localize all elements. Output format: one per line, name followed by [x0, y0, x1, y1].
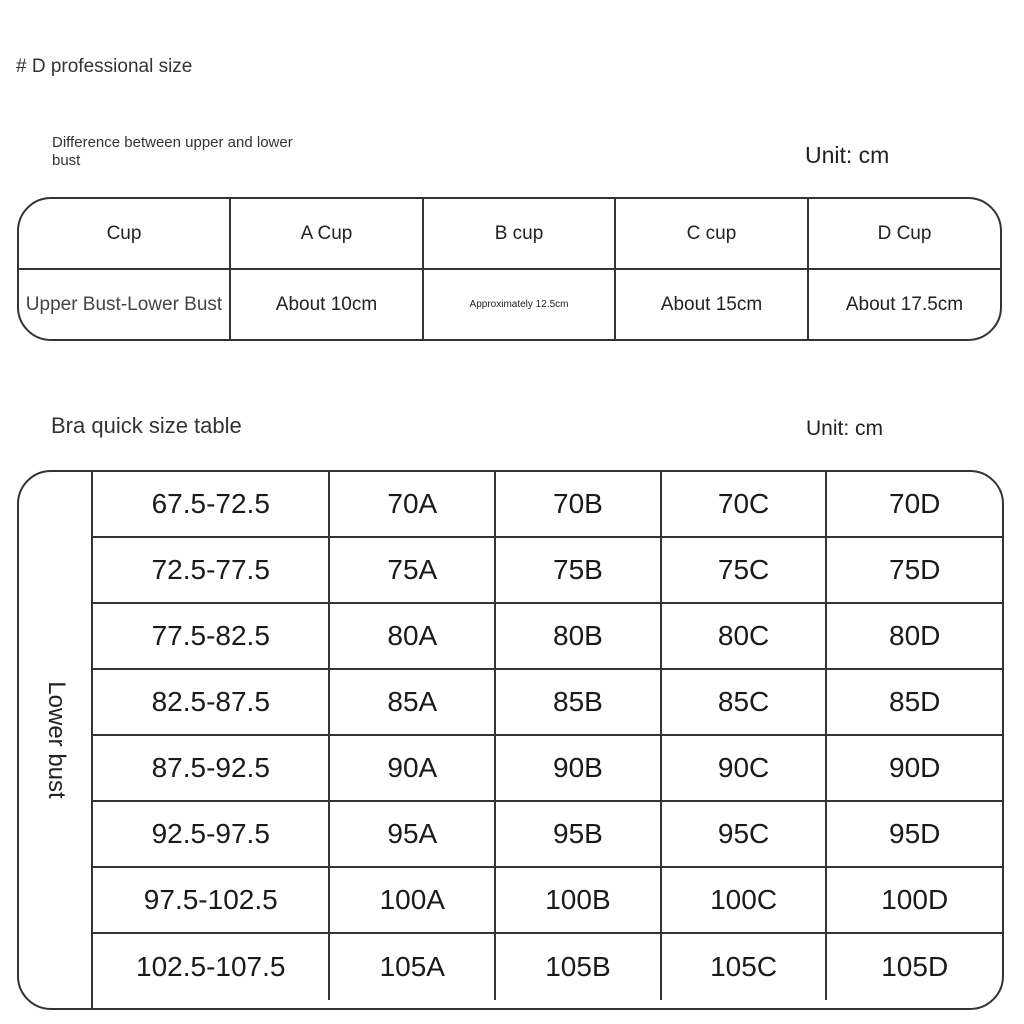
table-row: [93, 538, 1002, 604]
size-cell: 70A: [330, 472, 496, 536]
cup-header-cell: Cup: [19, 199, 231, 268]
size-cell: 75B: [496, 538, 662, 602]
size-cell: 100B: [496, 868, 662, 932]
bra-size-table: [17, 470, 1004, 1010]
cup-value-cell: Approximately 12.5cm: [424, 270, 616, 339]
size-cell: 90B: [496, 736, 662, 800]
lower-bust-range-cell: 67.5-72.5: [93, 472, 330, 536]
difference-label: Difference between upper and lower bust: [52, 134, 293, 169]
size-cell: 80C: [662, 604, 828, 668]
size-cell: 95C: [662, 802, 828, 866]
size-cell: 85C: [662, 670, 828, 734]
cup-value-cell: About 10cm: [231, 270, 424, 339]
size-table-title: Bra quick size table: [51, 413, 242, 438]
size-cell: 85B: [496, 670, 662, 734]
table-row: [93, 736, 1002, 802]
size-cell: 95A: [330, 802, 496, 866]
unit-label: Unit: cm: [805, 142, 890, 168]
cup-header-cell: D Cup: [877, 222, 932, 244]
cup-value-row: [19, 270, 1000, 339]
lower-bust-side-label: [19, 472, 93, 1008]
page-title: # D professional size: [16, 56, 193, 77]
lower-bust-range-cell: 102.5-107.5: [93, 934, 330, 1000]
size-cell: 75C: [662, 538, 828, 602]
lower-bust-range-cell: 87.5-92.5: [93, 736, 330, 800]
lower-bust-range-cell: 72.5-77.5: [93, 538, 330, 602]
table-row: [93, 472, 1002, 538]
cup-value-cell: Upper Bust-Lower Bust: [19, 270, 231, 339]
size-cell: 80B: [496, 604, 662, 668]
table-row: [93, 604, 1002, 670]
size-cell: 70C: [662, 472, 828, 536]
cup-value-cell: About 15cm: [616, 270, 809, 339]
cup-header-cell: B cup: [424, 199, 616, 268]
size-cell: 95B: [496, 802, 662, 866]
cup-value-cell: About 17.5cm: [845, 293, 964, 315]
size-cell: 80A: [330, 604, 496, 668]
lower-bust-range-cell: 92.5-97.5: [93, 802, 330, 866]
cup-header-row: [19, 199, 1000, 270]
size-cell: 90D: [889, 752, 941, 783]
size-cell: 70B: [496, 472, 662, 536]
size-cell: 100A: [330, 868, 496, 932]
size-cell: 90C: [662, 736, 828, 800]
cup-difference-table: [17, 197, 1002, 341]
size-grid: [93, 472, 1002, 1008]
size-cell: 70D: [889, 488, 941, 519]
size-cell: 100D: [881, 884, 949, 915]
size-cell: 90A: [330, 736, 496, 800]
lower-bust-range-cell: 82.5-87.5: [93, 670, 330, 734]
size-cell: 105B: [496, 934, 662, 1000]
size-cell: 95D: [889, 818, 941, 849]
table-row: [93, 802, 1002, 868]
size-cell: 75A: [330, 538, 496, 602]
size-cell: 75D: [889, 554, 941, 585]
lower-bust-range-cell: 97.5-102.5: [93, 868, 330, 932]
cup-header-cell: A Cup: [231, 199, 424, 268]
size-cell: 105A: [330, 934, 496, 1000]
cup-header-cell: C cup: [616, 199, 809, 268]
unit-label: Unit: cm: [806, 417, 884, 440]
table-row: [93, 934, 1002, 1000]
size-cell: 100C: [662, 868, 828, 932]
lower-bust-label-text: Lower bust: [43, 681, 70, 799]
table-row: [93, 868, 1002, 934]
size-cell: 85A: [330, 670, 496, 734]
size-cell: 85D: [889, 686, 941, 717]
size-cell: 105D: [881, 951, 949, 982]
table-row: [93, 670, 1002, 736]
size-cell: 105C: [662, 934, 828, 1000]
lower-bust-range-cell: 77.5-82.5: [93, 604, 330, 668]
size-cell: 80D: [889, 620, 941, 651]
